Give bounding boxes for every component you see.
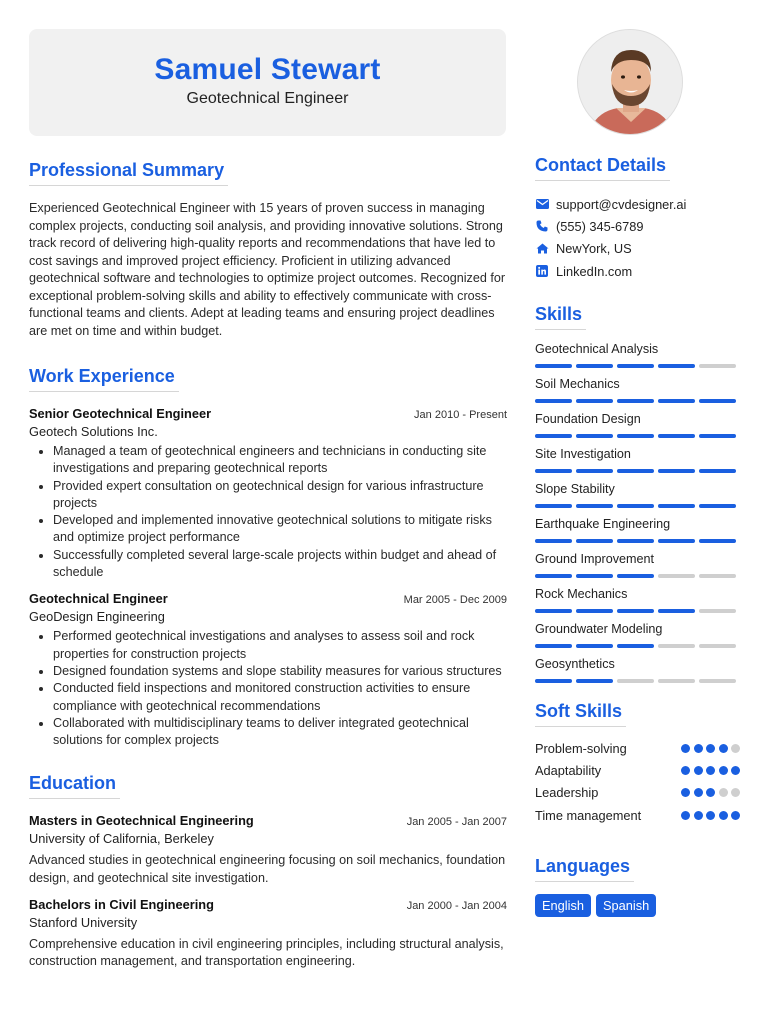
rating-dot [706, 811, 715, 820]
skill-level-segment [699, 574, 736, 578]
skill-item [535, 412, 740, 438]
skill-level-segment [658, 644, 695, 648]
skill-level-segment [576, 504, 613, 508]
rating-dot [719, 766, 728, 775]
rating-dot [731, 788, 740, 797]
summary-title: Professional Summary [29, 160, 228, 186]
job-bullet: Managed a team of geotechnical engineers and technicians in conducting site investigations and preparing geotechnical reports [29, 443, 507, 478]
rating-dot [719, 788, 728, 797]
contact-title: Contact Details [535, 155, 670, 181]
phone-text: (555) 345-6789 [556, 218, 644, 234]
rating-dot [719, 811, 728, 820]
skill-level-segment [658, 504, 695, 508]
job-bullet: Conducted field inspections and monitored construction activities to ensure compliance with geotechnical recommendations [29, 680, 507, 715]
skill-level-segment [535, 469, 572, 473]
soft-skill-name: Leadership [535, 785, 599, 801]
right-column [535, 155, 740, 917]
skill-level-bar [535, 469, 740, 473]
skill-level-segment [617, 364, 654, 368]
job-bullet: Designed foundation systems and slope stability measures for various structures [29, 663, 507, 680]
skill-item [535, 342, 740, 368]
education-section [29, 773, 507, 970]
education-description: Comprehensive education in civil engineering principles, including structural analysis, construction management, and transportation engineering. [29, 937, 504, 969]
languages-section [535, 856, 740, 917]
rating-dot [731, 744, 740, 753]
skill-level-segment [617, 469, 654, 473]
candidate-role: Geotechnical Engineer [186, 90, 349, 107]
skill-level-segment [576, 644, 613, 648]
skill-level-bar [535, 364, 740, 368]
skill-level-segment [699, 504, 736, 508]
school-name: University of California, Berkeley [29, 831, 214, 847]
skill-item [535, 377, 740, 403]
skill-level-segment [617, 574, 654, 578]
profile-photo [577, 29, 683, 135]
skill-level-segment [658, 469, 695, 473]
avatar-illustration [578, 30, 683, 135]
rating-dot [694, 744, 703, 753]
skill-name: Groundwater Modeling [535, 622, 663, 637]
languages-title: Languages [535, 856, 634, 882]
rating-dot [694, 788, 703, 797]
envelope-icon [535, 197, 549, 211]
education-date: Jan 2000 - Jan 2004 [406, 900, 507, 913]
experience-title: Work Experience [29, 366, 179, 392]
soft-skill-rating [681, 788, 740, 797]
home-icon [535, 242, 549, 256]
rating-dot [706, 766, 715, 775]
skill-level-bar [535, 679, 740, 683]
job-bullets [29, 628, 507, 749]
soft-skill-rating [681, 744, 740, 753]
soft-skill-name: Adaptability [535, 763, 602, 779]
skill-level-bar [535, 434, 740, 438]
rating-dot [731, 766, 740, 775]
soft-skill-item [535, 737, 740, 759]
skill-name: Soil Mechanics [535, 377, 620, 392]
language-tag: English [535, 894, 591, 917]
left-column [29, 160, 507, 971]
skill-level-segment [699, 609, 736, 613]
header-box [29, 29, 506, 136]
location-text: NewYork, US [556, 241, 632, 257]
skill-name: Earthquake Engineering [535, 517, 671, 532]
skill-level-segment [699, 434, 736, 438]
skill-level-segment [617, 399, 654, 403]
skill-item [535, 517, 740, 543]
skill-level-segment [576, 679, 613, 683]
skill-level-segment [617, 679, 654, 683]
skill-level-segment [658, 679, 695, 683]
skill-level-segment [576, 609, 613, 613]
skill-level-segment [535, 574, 572, 578]
skill-level-segment [535, 434, 572, 438]
skill-level-segment [617, 434, 654, 438]
school-name: Stanford University [29, 915, 138, 931]
linkedin-text: LinkedIn.com [556, 263, 633, 279]
summary-text: Experienced Geotechnical Engineer with 15 years of proven success in managing complex projects, conducting soil analysis, and providing innovative solutions. Strong track record of delivering high-quality reports and recommendations that have led to cost savings and improved project efficiency. Proficient in utilizing advanced geotechnical software and technologies to optimize project outcomes. Recognized for exceptional problem-solving skills and ability to effectively communicate with cross-functional teams and clients. Adept at leading teams and ensuring project deadlines are met on time and within budget. [29, 201, 506, 338]
job-company: GeoDesign Engineering [29, 609, 165, 625]
rating-dot [694, 811, 703, 820]
job-bullet: Developed and implemented innovative geotechnical solutions to mitigate risks and optimize project performance [29, 512, 507, 547]
soft-skill-name: Problem-solving [535, 740, 627, 756]
skill-item [535, 657, 740, 683]
skill-level-segment [617, 609, 654, 613]
skill-level-bar [535, 644, 740, 648]
skill-level-segment [576, 399, 613, 403]
job-company: Geotech Solutions Inc. [29, 424, 158, 439]
summary-section [29, 160, 507, 340]
skill-level-segment [699, 399, 736, 403]
skill-level-segment [576, 434, 613, 438]
job-date: Mar 2005 - Dec 2009 [403, 594, 507, 607]
skill-item [535, 552, 740, 578]
education-entry [29, 813, 507, 887]
skill-level-segment [535, 504, 572, 508]
degree-title: Masters in Geotechnical Engineering [29, 813, 254, 829]
skill-name: Foundation Design [535, 412, 641, 427]
skills-list [535, 342, 740, 683]
skills-title: Skills [535, 304, 586, 330]
skill-level-segment [576, 469, 613, 473]
skill-level-segment [699, 469, 736, 473]
skill-item [535, 482, 740, 508]
contact-section [535, 155, 740, 282]
skill-level-segment [658, 434, 695, 438]
job-entry [29, 406, 507, 581]
skill-level-segment [535, 644, 572, 648]
rating-dot [706, 744, 715, 753]
phone-icon [535, 219, 549, 233]
contact-linkedin[interactable] [535, 260, 740, 282]
education-date: Jan 2005 - Jan 2007 [406, 816, 507, 829]
skill-name: Ground Improvement [535, 552, 654, 567]
soft-skills-section [535, 701, 740, 826]
skill-level-bar [535, 539, 740, 543]
skill-name: Slope Stability [535, 482, 615, 497]
rating-dot [681, 766, 690, 775]
skill-level-segment [658, 574, 695, 578]
skill-level-segment [699, 539, 736, 543]
language-tag: Spanish [596, 894, 656, 917]
skill-level-segment [617, 504, 654, 508]
skill-level-segment [658, 364, 695, 368]
rating-dot [681, 744, 690, 753]
skill-level-segment [658, 399, 695, 403]
skill-name: Site Investigation [535, 447, 631, 462]
education-description: Advanced studies in geotechnical engineering focusing on soil mechanics, foundation design, and geotechnical site investigation. [29, 853, 506, 885]
skill-level-segment [535, 609, 572, 613]
skill-level-segment [535, 399, 572, 403]
soft-skill-rating [681, 811, 740, 820]
rating-dot [681, 788, 690, 797]
skill-level-segment [699, 364, 736, 368]
rating-dot [731, 811, 740, 820]
job-title: Senior Geotechnical Engineer [29, 406, 212, 421]
soft-skill-item [535, 804, 740, 826]
rating-dot [706, 788, 715, 797]
skill-level-segment [576, 364, 613, 368]
experience-section [29, 366, 507, 749]
skill-level-segment [576, 539, 613, 543]
soft-skill-item [535, 759, 740, 781]
skill-item [535, 622, 740, 648]
education-entry [29, 897, 507, 971]
contact-phone[interactable] [535, 215, 740, 237]
job-bullet: Collaborated with multidisciplinary teams to deliver integrated geotechnical solutions for complex projects [29, 715, 507, 750]
degree-title: Bachelors in Civil Engineering [29, 897, 214, 913]
linkedin-icon [535, 264, 549, 278]
skill-name: Geosynthetics [535, 657, 615, 672]
skill-level-segment [535, 364, 572, 368]
education-title: Education [29, 773, 120, 799]
skill-level-bar [535, 574, 740, 578]
skill-level-bar [535, 609, 740, 613]
soft-skills-list [535, 737, 740, 826]
soft-skill-item [535, 782, 740, 804]
job-bullet: Provided expert consultation on geotechnical design for various infrastructure projects [29, 478, 507, 513]
skill-level-segment [535, 679, 572, 683]
skill-item [535, 447, 740, 473]
soft-skill-name: Time management [535, 807, 642, 823]
rating-dot [694, 766, 703, 775]
contact-location [535, 238, 740, 260]
skill-level-segment [617, 644, 654, 648]
job-entry [29, 591, 507, 749]
rating-dot [681, 811, 690, 820]
skill-level-segment [535, 539, 572, 543]
skill-item [535, 587, 740, 613]
skill-level-segment [699, 644, 736, 648]
soft-skills-title: Soft Skills [535, 701, 626, 727]
job-title: Geotechnical Engineer [29, 591, 168, 607]
job-bullet: Successfully completed several large-scale projects within budget and ahead of schedule [29, 547, 507, 582]
skill-name: Geotechnical Analysis [535, 342, 659, 357]
candidate-name: Samuel Stewart [154, 53, 381, 86]
skill-level-segment [699, 679, 736, 683]
languages-list [535, 894, 740, 917]
skill-name: Rock Mechanics [535, 587, 628, 602]
email-text: support@cvdesigner.ai [556, 196, 687, 212]
skill-level-bar [535, 504, 740, 508]
skill-level-segment [617, 539, 654, 543]
skill-level-segment [576, 574, 613, 578]
job-date: Jan 2010 - Present [414, 409, 507, 421]
skills-section [535, 304, 740, 683]
soft-skill-rating [681, 766, 740, 775]
skill-level-bar [535, 399, 740, 403]
rating-dot [719, 744, 728, 753]
job-bullets [29, 443, 507, 581]
skill-level-segment [658, 539, 695, 543]
skill-level-segment [658, 609, 695, 613]
job-bullet: Performed geotechnical investigations and analyses to assess soil and rock properties for construction projects [29, 628, 507, 663]
contact-email[interactable] [535, 193, 740, 215]
